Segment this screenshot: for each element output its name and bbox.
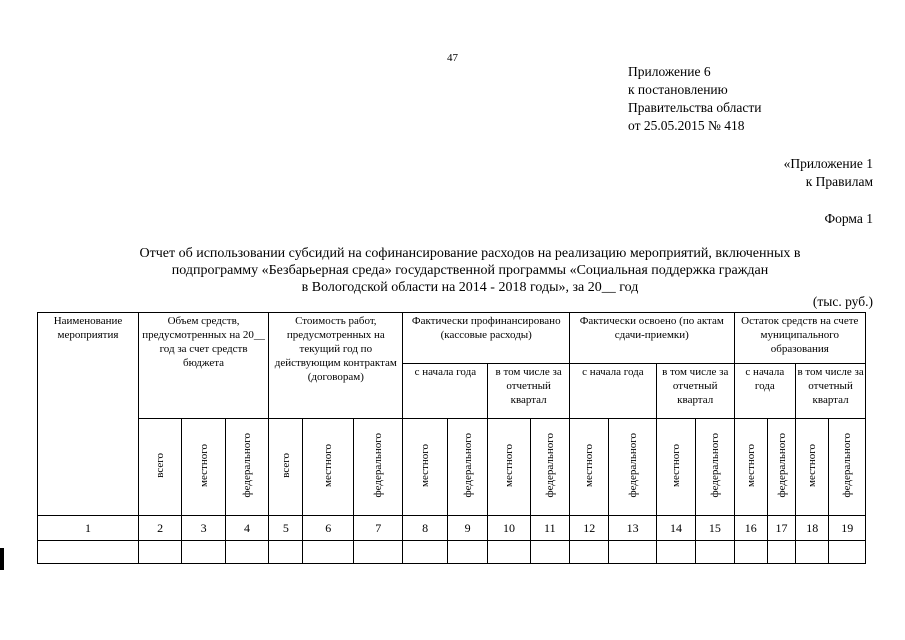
table-cell <box>656 541 695 564</box>
header-balance: Остаток средств на счете муниципального образования <box>734 313 865 364</box>
vert-header <box>796 419 829 516</box>
rules-appendix-line: к Правилам <box>805 174 873 189</box>
table-cell <box>303 541 353 564</box>
column-number: 10 <box>488 516 530 541</box>
page-number: 47 <box>447 52 458 64</box>
column-number-row <box>38 516 866 541</box>
table-cell <box>488 541 530 564</box>
sub-quarter: в том числе за отчетный квартал <box>656 364 734 419</box>
vert-header <box>303 419 353 516</box>
table-cell <box>696 541 734 564</box>
appendix-block <box>628 63 761 135</box>
vert-header <box>767 419 795 516</box>
table-cell <box>225 541 268 564</box>
vert-header <box>182 419 225 516</box>
column-number: 12 <box>570 516 609 541</box>
appendix-line: от 25.05.2015 № 418 <box>628 118 745 133</box>
empty-data-row <box>38 541 866 564</box>
vert-label: федерального <box>708 432 721 498</box>
column-number: 5 <box>269 516 303 541</box>
header-volume: Объем средств, предусмотренных на 20__ год за счет средств бюджета <box>138 313 268 419</box>
report-table <box>37 312 866 564</box>
report-title <box>70 245 870 296</box>
table-cell <box>38 541 139 564</box>
header-name: Наименование мероприятия <box>38 313 139 516</box>
vert-label: федерального <box>841 432 854 498</box>
header-funded: Фактически профинансировано (кассовые расходы) <box>403 313 570 364</box>
vert-header <box>138 419 181 516</box>
vert-label: федерального <box>461 432 474 498</box>
column-number: 16 <box>734 516 767 541</box>
column-number: 11 <box>530 516 569 541</box>
vert-header <box>656 419 695 516</box>
vert-header <box>447 419 487 516</box>
column-number: 9 <box>447 516 487 541</box>
header-used: Фактически освоено (по актам сдачи-приемки) <box>570 313 735 364</box>
vert-header <box>829 419 866 516</box>
rules-appendix-block <box>784 155 873 191</box>
table-cell <box>829 541 866 564</box>
header-cost: Стоимость работ, предусмотренных на текущий год по действующим контрактам (договорам) <box>269 313 403 419</box>
sub-from-start: с начала года <box>403 364 488 419</box>
table-cell <box>796 541 829 564</box>
appendix-line: Приложение 6 <box>628 64 711 79</box>
vert-label: федерального <box>240 432 253 498</box>
table-cell <box>767 541 795 564</box>
appendix-line: Правительства области <box>628 100 762 115</box>
sub-from-start: с начала года <box>570 364 657 419</box>
vert-header <box>530 419 569 516</box>
table-cell <box>530 541 569 564</box>
vert-label: федерального <box>372 432 385 498</box>
table-cell <box>734 541 767 564</box>
vert-label: федерального <box>543 432 556 498</box>
vert-label: местного <box>419 443 432 487</box>
table-cell <box>353 541 403 564</box>
table-cell <box>609 541 656 564</box>
column-number: 19 <box>829 516 866 541</box>
column-number: 6 <box>303 516 353 541</box>
title-line: Отчет об использовании субсидий на софинансирование расходов на реализацию мероприятий, включенных в <box>139 246 801 261</box>
title-line: подпрограмму «Безбарьерная среда» государственной программы «Социальная поддержка граждан <box>171 263 769 278</box>
vert-label: местного <box>744 443 757 487</box>
column-number: 14 <box>656 516 695 541</box>
vert-header <box>609 419 656 516</box>
vert-label: всего <box>154 452 167 478</box>
form-label: Форма 1 <box>824 211 873 226</box>
table-cell <box>138 541 181 564</box>
vert-label: федерального <box>775 432 788 498</box>
vert-header <box>403 419 447 516</box>
sub-from-start: с начала года <box>734 364 796 419</box>
vert-header <box>488 419 530 516</box>
table-cell <box>269 541 303 564</box>
sub-quarter: в том числе за отчетный квартал <box>488 364 570 419</box>
vert-label: местного <box>583 443 596 487</box>
title-line: в Вологодской области на 2014 - 2018 годы», за 20__ год <box>301 280 639 295</box>
unit-label: (тыс. руб.) <box>812 294 873 309</box>
vert-label: местного <box>806 443 819 487</box>
scan-edge-mark <box>0 548 4 570</box>
column-number: 13 <box>609 516 656 541</box>
column-number: 18 <box>796 516 829 541</box>
column-number: 4 <box>225 516 268 541</box>
table-cell <box>403 541 447 564</box>
vert-header <box>269 419 303 516</box>
column-number: 15 <box>696 516 734 541</box>
vert-header <box>353 419 403 516</box>
column-number: 17 <box>767 516 795 541</box>
column-number: 3 <box>182 516 225 541</box>
vert-label: местного <box>502 443 515 487</box>
vert-header <box>225 419 268 516</box>
table-cell <box>182 541 225 564</box>
vert-header <box>696 419 734 516</box>
vert-header <box>734 419 767 516</box>
vert-label: местного <box>670 443 682 487</box>
table-cell <box>570 541 609 564</box>
vert-header <box>570 419 609 516</box>
vert-label: местного <box>322 443 335 487</box>
vert-label: всего <box>279 452 292 478</box>
table-cell <box>447 541 487 564</box>
column-number: 8 <box>403 516 447 541</box>
appendix-line: к постановлению <box>628 82 728 97</box>
column-number: 7 <box>353 516 403 541</box>
rules-appendix-line: «Приложение 1 <box>783 156 873 171</box>
sub-quarter: в том числе за отчетный квартал <box>796 364 866 419</box>
vert-label: местного <box>197 443 210 487</box>
vert-label: федерального <box>626 432 639 498</box>
column-number: 1 <box>38 516 139 541</box>
column-number: 2 <box>138 516 181 541</box>
